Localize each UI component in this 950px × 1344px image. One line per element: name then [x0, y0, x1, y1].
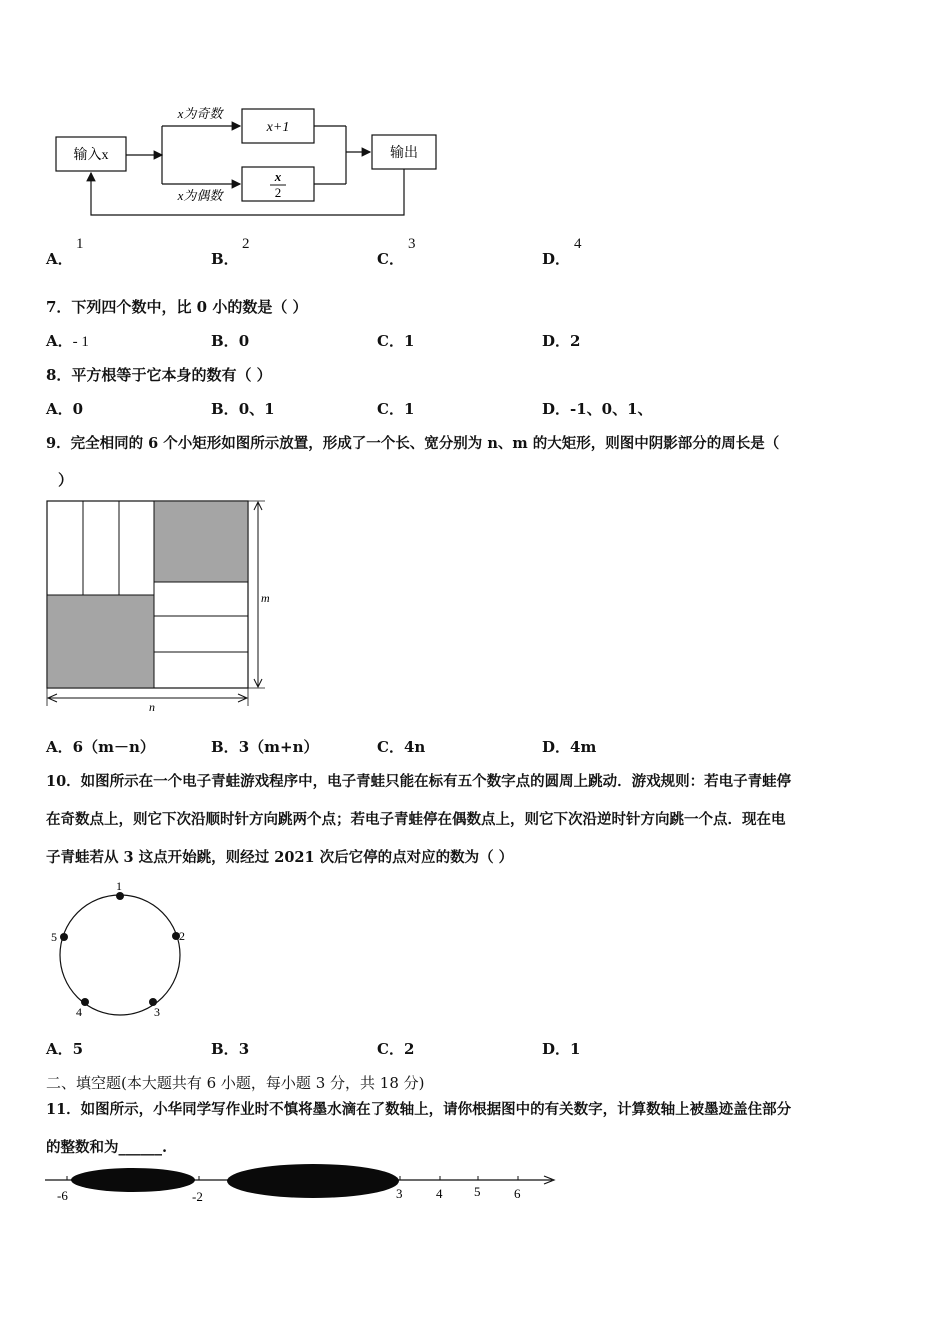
circle-point-1	[116, 892, 124, 900]
plus-one-label: x+1	[266, 120, 290, 135]
circle-label-3: 3	[154, 1005, 160, 1019]
axis-label-neg2: -2	[192, 1189, 203, 1204]
q6-option-c-value: 3	[408, 236, 416, 252]
circle-label-2: 2	[179, 929, 185, 943]
fraction-numerator: x	[274, 169, 282, 184]
circle-label-1: 1	[116, 879, 122, 893]
rectangle-figure	[40, 494, 280, 716]
q7-option-a[interactable]: A．- 1	[46, 332, 89, 350]
section-2-title: 二、填空题(本大题共有 6 小题，每小题 3 分，共 18 分)	[46, 1074, 425, 1092]
q10-option-c[interactable]: C．2	[377, 1040, 415, 1058]
circle-label-4: 4	[76, 1005, 82, 1019]
frog-circle-figure	[45, 875, 195, 1025]
q7-option-d[interactable]: D．2	[542, 332, 581, 350]
output-label: 输出	[390, 146, 418, 161]
axis-label-6: 6	[514, 1186, 521, 1201]
q6-option-d-value: 4	[574, 236, 582, 252]
ink-blot-left	[71, 1168, 195, 1192]
shaded-rectangle-top	[154, 501, 248, 582]
q11-stem-line2: 的整数和为______.	[46, 1139, 168, 1156]
q8-option-a[interactable]: A．0	[46, 400, 84, 418]
label-m: m	[261, 591, 270, 605]
q8-stem: 8．平方根等于它本身的数有（ ）	[46, 366, 272, 384]
q10-stem-line1: 10．如图所示在一个电子青蛙游戏程序中，电子青蛙只能在标有五个数字点的圆周上跳动．游戏规则：若电子青蛙停	[46, 773, 792, 790]
fraction-denominator: 2	[274, 185, 282, 200]
q8-option-d[interactable]: D．-1、0、1、	[542, 400, 653, 418]
q9-option-d[interactable]: D．4m	[542, 738, 597, 756]
circle-point-4	[81, 998, 89, 1006]
q10-option-b[interactable]: B．3	[211, 1040, 250, 1058]
ink-blot-right	[227, 1164, 399, 1198]
q11-stem-line1: 11．如图所示，小华同学写作业时不慎将墨水滴在了数轴上，请你根据图中的有关数字，计算数轴上被墨迹盖住部分	[46, 1101, 792, 1118]
q10-option-a[interactable]: A．5	[46, 1040, 84, 1058]
q6-option-b[interactable]: B．	[211, 250, 239, 268]
q9-stem-line1: 9．完全相同的 6 个小矩形如图所示放置，形成了一个长、宽分别为 n、m 的大矩形，则图中阴影部分的周长是（	[46, 435, 780, 452]
q10-stem-line2: 在奇数点上，则它下次沿顺时针方向跳两个点；若电子青蛙停在偶数点上，则它下次沿逆时针方向跳一个点．现在电	[46, 811, 786, 828]
q8-option-b[interactable]: B．0、1	[211, 400, 275, 418]
circle-label-5: 5	[51, 930, 57, 944]
odd-condition-label: x为奇数	[177, 106, 223, 121]
q6-option-a[interactable]: A．	[46, 250, 73, 268]
q9-stem-line2: ）	[58, 471, 74, 489]
q6-option-b-value: 2	[242, 236, 250, 252]
q10-stem-line3: 子青蛙若从 3 这点开始跳，则经过 2021 次后它停的点对应的数为（ ）	[46, 849, 514, 866]
input-label: 输入x	[73, 148, 109, 163]
q9-option-a[interactable]: A．6（m－n）	[46, 738, 155, 756]
q9-option-b[interactable]: B．3（m+n）	[211, 738, 319, 756]
flowchart-diagram	[50, 100, 450, 225]
axis-label-3: 3	[396, 1186, 403, 1201]
even-condition-label: x为偶数	[177, 188, 223, 203]
q6-option-a-value: 1	[76, 236, 84, 252]
axis-label-5: 5	[474, 1184, 481, 1199]
q8-option-c[interactable]: C．1	[377, 400, 415, 418]
q9-option-c[interactable]: C．4n	[377, 738, 426, 756]
label-n: n	[149, 700, 155, 714]
q6-option-d[interactable]: D．	[542, 250, 571, 268]
axis-label-neg6: -6	[57, 1188, 68, 1203]
q7-option-c[interactable]: C．1	[377, 332, 415, 350]
q7-option-b[interactable]: B．0	[211, 332, 250, 350]
q10-option-d[interactable]: D．1	[542, 1040, 581, 1058]
q6-option-c[interactable]: C．	[377, 250, 404, 268]
axis-label-4: 4	[436, 1186, 443, 1201]
shaded-rectangle-bottom	[47, 595, 154, 688]
circle-point-5	[60, 933, 68, 941]
q7-stem: 7．下列四个数中，比 0 小的数是（ ）	[46, 298, 308, 316]
number-line-figure	[40, 1160, 565, 1210]
